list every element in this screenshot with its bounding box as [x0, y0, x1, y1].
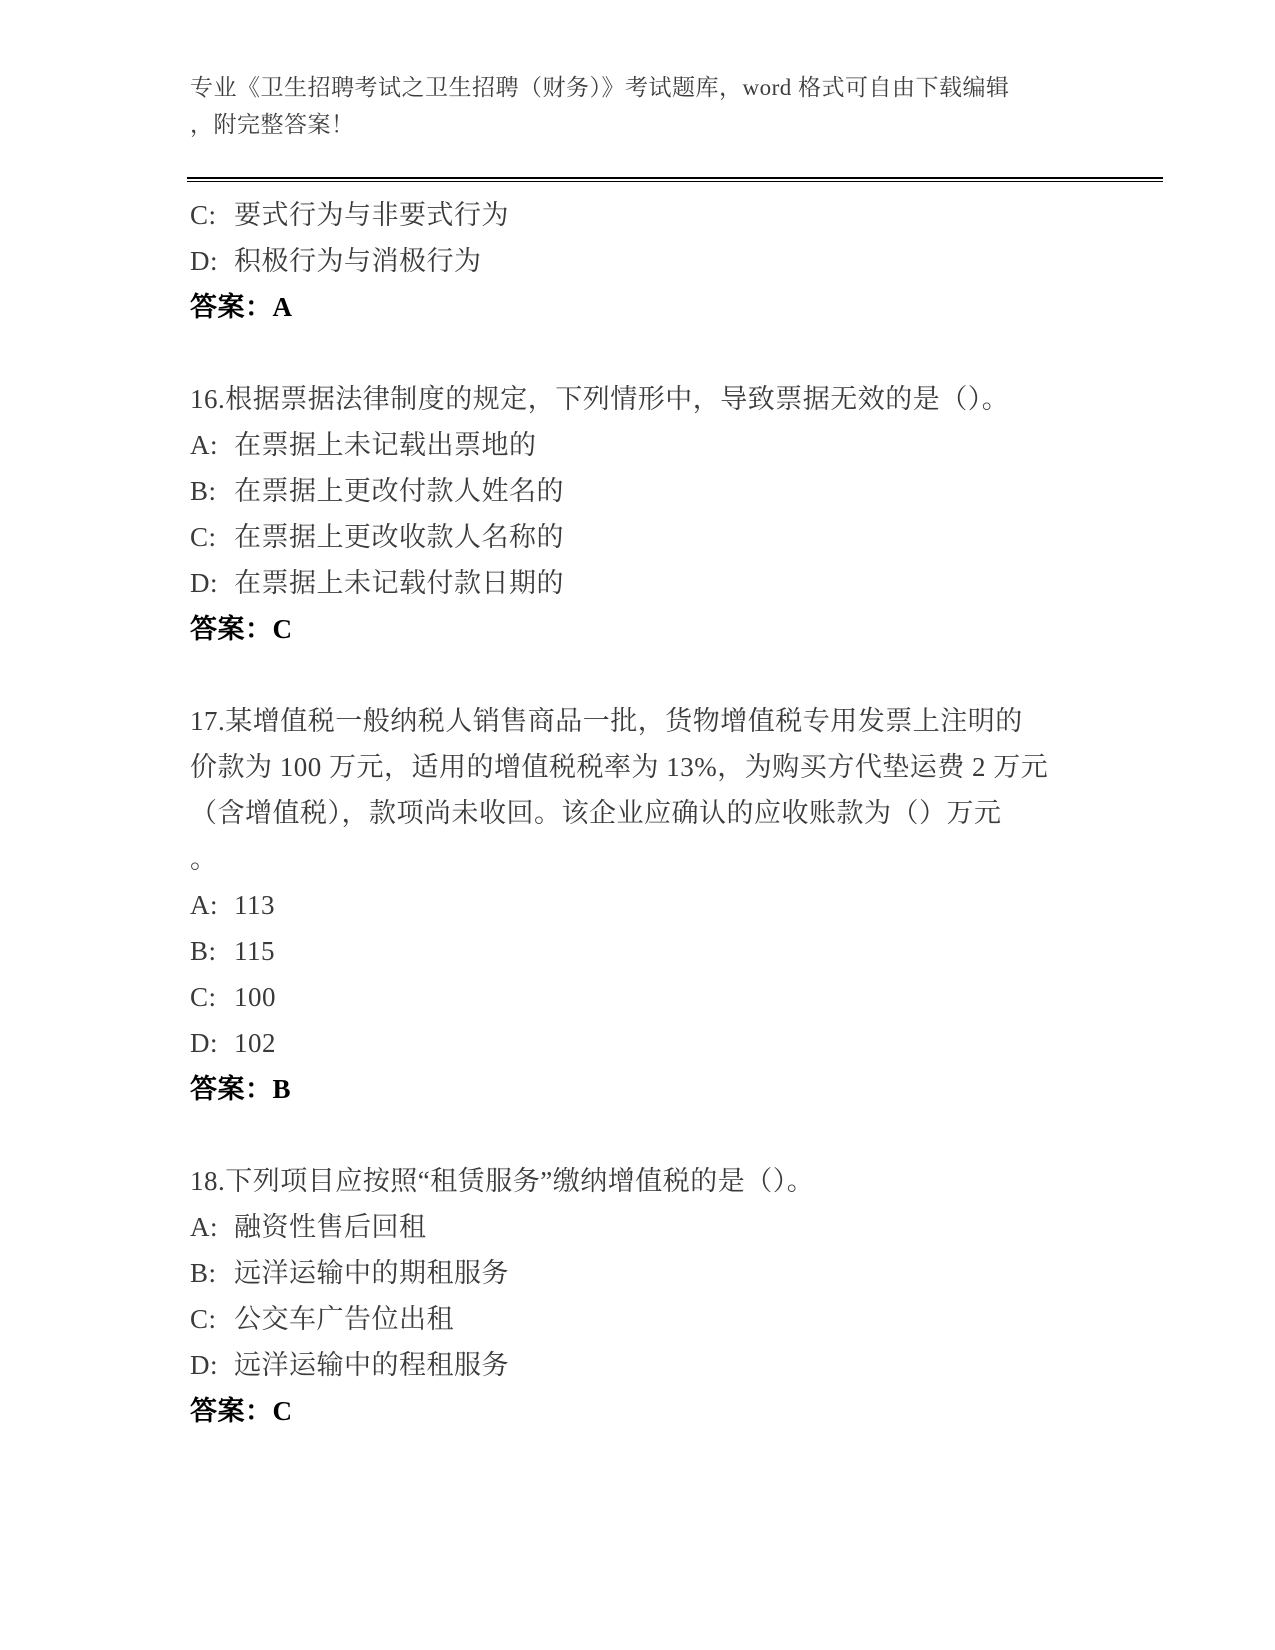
option-text: 在票据上未记载付款日期的 — [234, 568, 564, 598]
question-block-15-partial — [190, 192, 1180, 330]
option-text: 102 — [234, 1028, 276, 1058]
option-row-c — [190, 974, 1180, 1020]
option-label: B: — [190, 1258, 217, 1288]
answer-row: 答案：C — [190, 614, 293, 644]
option-label: C: — [190, 522, 217, 552]
option-text: 113 — [234, 890, 275, 920]
header-line-2: ，附完整答案！ — [190, 112, 355, 137]
option-row-d — [190, 560, 1180, 606]
question-text: 18.下列项目应按照“租赁服务”缴纳增值税的是（）。 — [190, 1166, 815, 1196]
option-label: A: — [190, 1212, 218, 1242]
question-block-18 — [190, 1158, 1180, 1434]
option-row-c — [190, 1296, 1180, 1342]
option-row-c — [190, 514, 1180, 560]
question-block-17 — [190, 698, 1180, 1112]
option-label: B: — [190, 476, 217, 506]
question-text: 16.根据票据法律制度的规定，下列情形中，导致票据无效的是（）。 — [190, 384, 1010, 414]
option-row-d — [190, 238, 1180, 284]
option-label: C: — [190, 982, 217, 1012]
option-label: D: — [190, 1028, 218, 1058]
option-text: 115 — [234, 936, 275, 966]
option-text: 100 — [234, 982, 276, 1012]
option-text: 远洋运输中的程租服务 — [234, 1350, 509, 1380]
option-text: 要式行为与非要式行为 — [234, 200, 509, 230]
question-text-line-2: 价款为 100 万元，适用的增值税税率为 13%，为购买方代垫运费 2 万元 — [190, 752, 1049, 782]
question-text-line-1: 17.某增值税一般纳税人销售商品一批，货物增值税专用发票上注明的 — [190, 706, 1023, 736]
option-label: D: — [190, 1350, 218, 1380]
option-row-a — [190, 422, 1180, 468]
option-row-c — [190, 192, 1180, 238]
answer-row: 答案：C — [190, 1396, 293, 1426]
option-text: 融资性售后回租 — [234, 1212, 427, 1242]
document-body — [190, 192, 1180, 1434]
header-divider-double-line — [187, 177, 1163, 182]
option-row-b — [190, 468, 1180, 514]
option-text: 在票据上更改付款人姓名的 — [234, 476, 564, 506]
answer-row: 答案：B — [190, 1074, 292, 1104]
question-block-16 — [190, 376, 1180, 652]
header-line-1: 专业《卫生招聘考试之卫生招聘（财务）》考试题库，word 格式可自由下载编辑 — [190, 75, 1010, 100]
option-row-b — [190, 928, 1180, 974]
option-label: A: — [190, 890, 218, 920]
option-label: A: — [190, 430, 218, 460]
question-text-line-4: 。 — [190, 844, 218, 874]
option-row-a — [190, 1204, 1180, 1250]
option-text: 在票据上更改收款人名称的 — [234, 522, 564, 552]
option-row-d — [190, 1020, 1180, 1066]
option-text: 公交车广告位出租 — [234, 1304, 454, 1334]
option-text: 积极行为与消极行为 — [234, 246, 482, 276]
option-text: 在票据上未记载出票地的 — [234, 430, 537, 460]
option-row-d — [190, 1342, 1180, 1388]
option-label: B: — [190, 936, 217, 966]
option-row-a — [190, 882, 1180, 928]
option-label: D: — [190, 246, 218, 276]
question-text-line-3: （含增值税），款项尚未收回。该企业应确认的应收账款为（）万元 — [190, 798, 1002, 828]
answer-row: 答案：A — [190, 292, 293, 322]
option-label: C: — [190, 200, 217, 230]
option-text: 远洋运输中的期租服务 — [234, 1258, 509, 1288]
page-header — [190, 69, 1010, 143]
option-label: C: — [190, 1304, 217, 1334]
option-label: D: — [190, 568, 218, 598]
option-row-b — [190, 1250, 1180, 1296]
